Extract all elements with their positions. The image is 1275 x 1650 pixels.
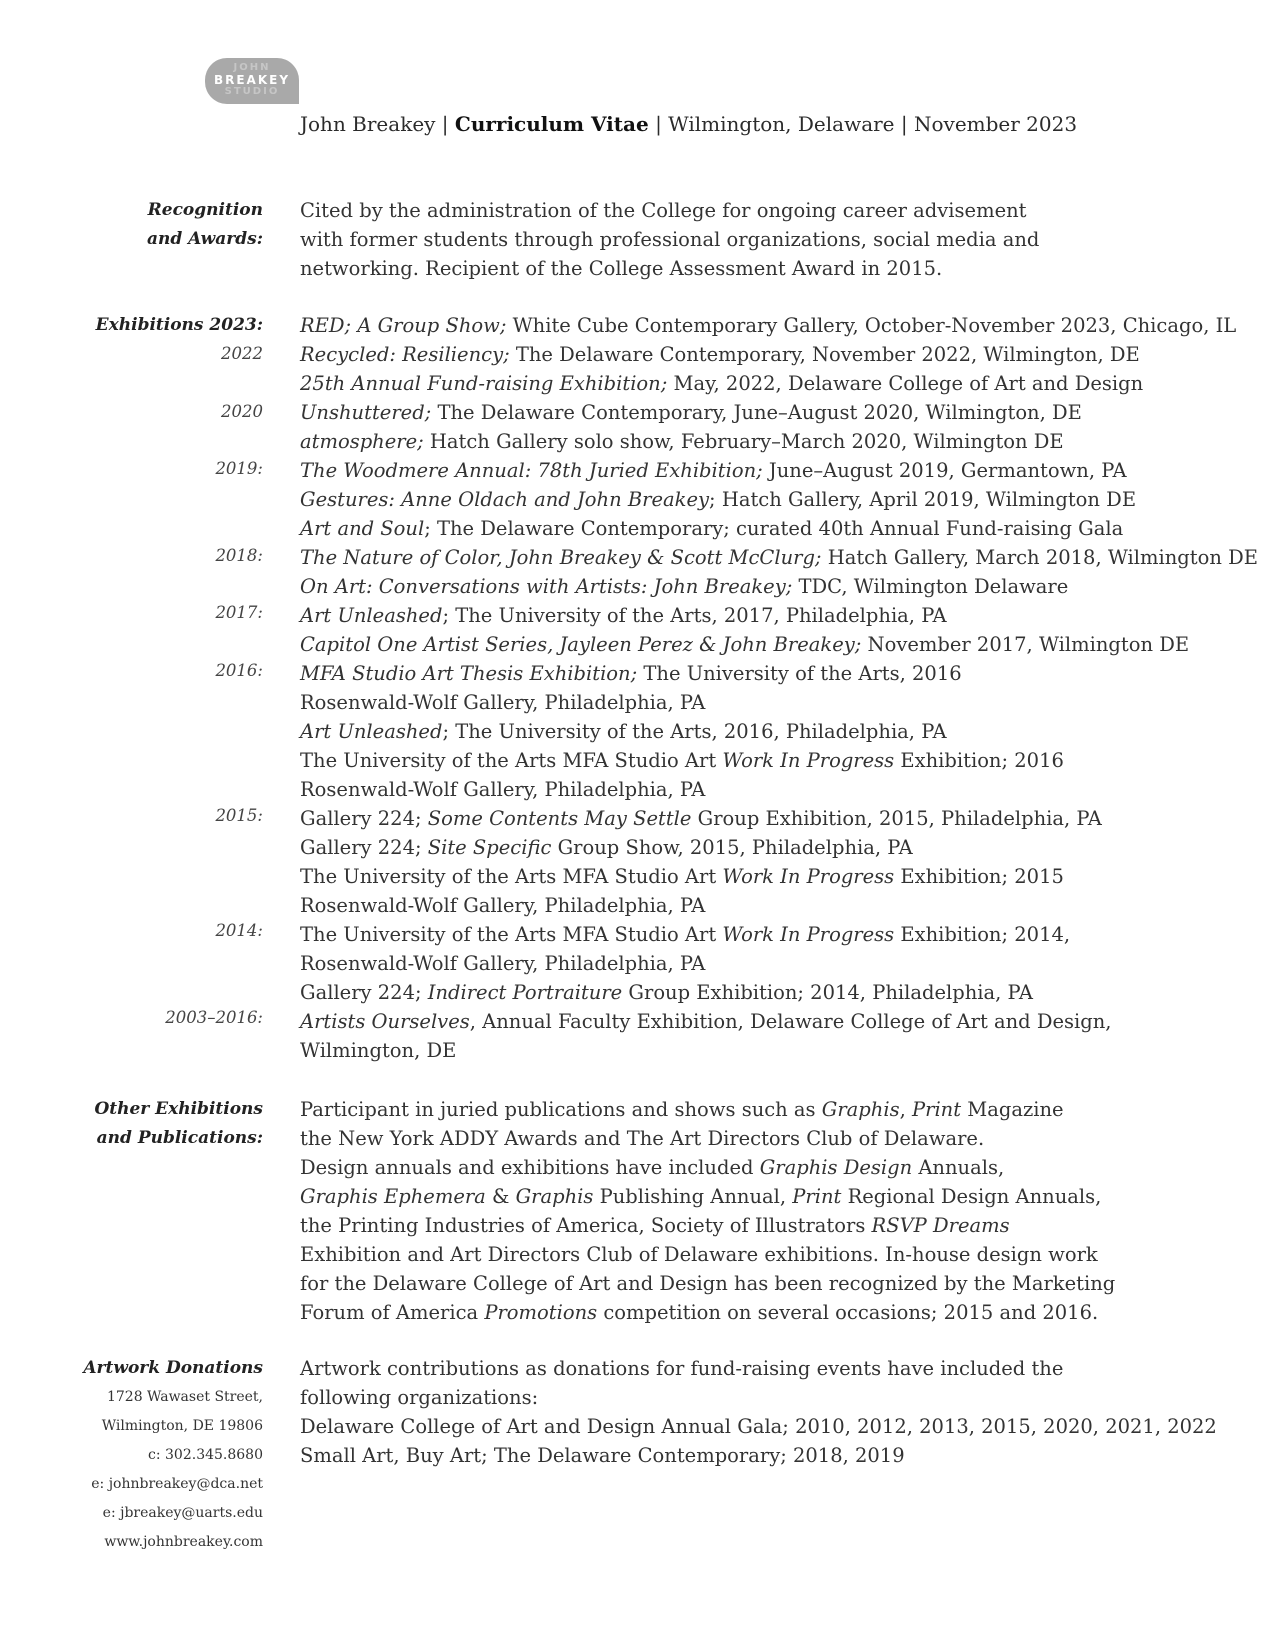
text-segment: Exhibition; 2016	[894, 749, 1064, 772]
publication-line	[300, 1095, 1115, 1124]
exhibition-entry	[300, 456, 1258, 485]
text-segment: Gallery 224;	[300, 836, 428, 859]
year-label: 2019:	[215, 459, 263, 478]
year-label: 2022	[221, 344, 263, 363]
exhibition-entry	[300, 949, 1258, 978]
text-segment: Group Show, 2015, Philadelphia, PA	[551, 836, 913, 859]
section-label-other-exhibitions: Other Exhibitions and Publications:	[94, 1099, 263, 1148]
text-segment: Hatch Gallery, March 2018, Wilmington DE	[821, 546, 1258, 569]
text-segment: The University of the Arts, 2016	[637, 662, 962, 685]
recognition-line: with former students through professional organizations, social media and	[300, 228, 1040, 251]
text-segment: , Annual Faculty Exhibition, Delaware College of Art and Design,	[469, 1010, 1112, 1033]
exhibition-entry	[300, 659, 1258, 688]
text-segment: competition on several occasions; 2015 and 2016.	[597, 1301, 1099, 1324]
text-segment: Exhibition; 2015	[894, 865, 1064, 888]
exhibition-entry	[300, 485, 1258, 514]
italic-title: On Art: Conversations with Artists: John Breakey;	[300, 575, 793, 598]
text-segment: The University of the Arts MFA Studio Art	[300, 923, 723, 946]
section-label-donations: Artwork Donations	[83, 1358, 263, 1378]
italic-title: Some Contents May Settle	[427, 807, 692, 830]
exhibition-entry	[300, 427, 1258, 456]
italic-title: Work In Progress	[722, 749, 895, 772]
text-segment: Design annuals and exhibitions have included	[300, 1156, 760, 1179]
publication-line	[300, 1182, 1115, 1211]
italic-title: The Woodmere Annual: 78th Juried Exhibition;	[300, 459, 763, 482]
exhibition-entry	[300, 601, 1258, 630]
recognition-line: Cited by the administration of the College for ongoing career advisement	[300, 199, 1027, 222]
contact-phone: c: 302.345.8680	[148, 1447, 263, 1463]
italic-title: Graphis	[515, 1185, 594, 1208]
year-label: 2003–2016:	[165, 1008, 263, 1027]
italic-title: Work In Progress	[722, 923, 895, 946]
text-segment: May, 2022, Delaware College of Art and Design	[667, 372, 1144, 395]
italic-title: Work In Progress	[722, 865, 895, 888]
text-segment: Participant in juried publications and shows such as	[300, 1098, 822, 1121]
text-segment: Rosenwald-Wolf Gallery, Philadelphia, PA	[300, 952, 706, 975]
text-segment: Rosenwald-Wolf Gallery, Philadelphia, PA	[300, 778, 706, 801]
text-segment: &	[485, 1185, 516, 1208]
text-segment: June–August 2019, Germantown, PA	[762, 459, 1127, 482]
header-location: Wilmington, Delaware	[668, 112, 895, 136]
exhibition-entry	[300, 862, 1258, 891]
exhibition-entry	[300, 630, 1258, 659]
text-segment: Exhibition and Art Directors Club of Delaware exhibitions. In-house design work	[300, 1243, 1098, 1266]
section-label-exhibitions: Exhibitions 2023:	[95, 315, 263, 335]
text-segment: TDC, Wilmington Delaware	[792, 575, 1069, 598]
website-link[interactable]: www.johnbreakey.com	[104, 1534, 263, 1550]
italic-title: Promotions	[484, 1301, 598, 1324]
studio-logo	[205, 58, 299, 104]
exhibition-entry	[300, 804, 1258, 833]
logo-line-studio: STUDIO	[224, 86, 280, 97]
italic-title: Print	[792, 1185, 842, 1208]
italic-title: Art and Soul	[300, 517, 425, 540]
italic-title: Graphis	[821, 1098, 900, 1121]
exhibition-entry	[300, 514, 1258, 543]
italic-title: Artists Ourselves	[300, 1010, 470, 1033]
text-segment: Publishing Annual,	[593, 1185, 793, 1208]
header-separator: |	[894, 112, 914, 136]
publication-line	[300, 1269, 1115, 1298]
year-label: 2017:	[215, 603, 263, 622]
italic-title: 25th Annual Fund-raising Exhibition;	[300, 372, 668, 395]
italic-title: The Nature of Color, John Breakey & Scott McClurg;	[300, 546, 822, 569]
contact-street: 1728 Wawaset Street,	[106, 1389, 263, 1405]
logo-line-john: JOHN	[233, 62, 271, 73]
document-title: Curriculum Vitae	[454, 112, 649, 136]
text-segment: ; Hatch Gallery, April 2019, Wilmington DE	[709, 488, 1137, 511]
text-segment: the New York ADDY Awards and The Art Directors Club of Delaware.	[300, 1127, 985, 1150]
text-segment: ; The University of the Arts, 2016, Philadelphia, PA	[442, 720, 947, 743]
year-label: 2018:	[215, 546, 263, 565]
contact-block	[91, 1383, 263, 1557]
text-segment: Wilmington, DE	[300, 1039, 457, 1062]
exhibition-entry	[300, 543, 1258, 572]
text-segment: Magazine	[961, 1098, 1064, 1121]
year-label: 2016:	[215, 661, 263, 680]
italic-title: Capitol One Artist Series, Jayleen Perez & John Breakey;	[300, 633, 862, 656]
text-segment: Rosenwald-Wolf Gallery, Philadelphia, PA	[300, 894, 706, 917]
publication-line	[300, 1211, 1115, 1240]
exhibition-entry	[300, 891, 1258, 920]
italic-title: Art Unleashed	[300, 720, 443, 743]
text-segment: Group Exhibition, 2015, Philadelphia, PA	[691, 807, 1102, 830]
logo-line-breakey: BREAKEY	[213, 73, 291, 87]
italic-title: Indirect Portraiture	[427, 981, 623, 1004]
recognition-line: networking. Recipient of the College Assessment Award in 2015.	[300, 257, 943, 280]
text-segment: ; The Delaware Contemporary; curated 40th Annual Fund-raising Gala	[424, 517, 1124, 540]
text-segment: Regional Design Annuals,	[841, 1185, 1102, 1208]
publication-line	[300, 1240, 1115, 1269]
text-segment: Gallery 224;	[300, 807, 428, 830]
text-segment: Rosenwald-Wolf Gallery, Philadelphia, PA	[300, 691, 706, 714]
exhibition-entry	[300, 572, 1258, 601]
exhibition-entry	[300, 833, 1258, 862]
italic-title: Recycled: Resiliency;	[300, 343, 510, 366]
text-segment: ,	[899, 1098, 912, 1121]
header-separator: |	[435, 112, 455, 136]
contact-email-link[interactable]: e: johnbreakey@dca.net	[91, 1476, 263, 1492]
exhibition-entry	[300, 688, 1258, 717]
exhibition-entry	[300, 369, 1258, 398]
italic-title: atmosphere;	[300, 430, 424, 453]
year-label: 2014:	[215, 921, 263, 940]
header-separator: |	[648, 112, 669, 136]
italic-title: MFA Studio Art Thesis Exhibition;	[300, 662, 638, 685]
donations-line: Small Art, Buy Art; The Delaware Contemporary; 2018, 2019	[300, 1444, 905, 1467]
exhibition-entry	[300, 1007, 1258, 1036]
donations-line: following organizations:	[300, 1386, 539, 1409]
text-segment: Hatch Gallery solo show, February–March 2020, Wilmington DE	[423, 430, 1064, 453]
text-segment: for the Delaware College of Art and Design has been recognized by the Marketing	[300, 1272, 1116, 1295]
italic-title: Graphis Ephemera	[300, 1185, 486, 1208]
italic-title: Graphis Design	[759, 1156, 913, 1179]
donations-text	[300, 1354, 1217, 1470]
exhibition-entry	[300, 920, 1258, 949]
contact-city: Wilmington, DE 19806	[101, 1418, 263, 1434]
italic-title: RED; A Group Show;	[300, 314, 507, 337]
year-label: 2020	[221, 402, 263, 421]
exhibition-entry	[300, 311, 1258, 340]
exhibitions-list	[300, 311, 1258, 1065]
exhibition-entry	[300, 340, 1258, 369]
text-segment: The Delaware Contemporary, June–August 2020, Wilmington, DE	[431, 401, 1082, 424]
italic-title: Print	[912, 1098, 962, 1121]
text-segment: Gallery 224;	[300, 981, 428, 1004]
italic-title: Art Unleashed	[300, 604, 443, 627]
section-label-recognition: Recognition and Awards:	[146, 200, 263, 249]
publication-line	[300, 1124, 1115, 1153]
other-exhibitions-text	[300, 1095, 1115, 1327]
publication-line	[300, 1153, 1115, 1182]
exhibition-entry	[300, 1036, 1258, 1065]
donations-line: Artwork contributions as donations for fund-raising events have included the	[300, 1357, 1064, 1380]
italic-title: Site Specific	[427, 836, 552, 859]
exhibition-entry	[300, 717, 1258, 746]
italic-title: RSVP Dreams	[871, 1214, 1010, 1237]
text-segment: the Printing Industries of America, Society of Illustrators	[300, 1214, 872, 1237]
text-segment: The University of the Arts MFA Studio Art	[300, 865, 723, 888]
text-segment: The University of the Arts MFA Studio Art	[300, 749, 723, 772]
year-label: 2015:	[215, 806, 263, 825]
donations-line: Delaware College of Art and Design Annual Gala; 2010, 2012, 2013, 2015, 2020, 2021, 2022	[300, 1415, 1217, 1438]
italic-title: Gestures: Anne Oldach and John Breakey	[300, 488, 710, 511]
text-segment: Annuals,	[912, 1156, 1005, 1179]
exhibition-entry	[300, 398, 1258, 427]
text-segment: Forum of America	[300, 1301, 485, 1324]
text-segment: White Cube Contemporary Gallery, October-November 2023, Chicago, IL	[506, 314, 1237, 337]
publication-line	[300, 1298, 1115, 1327]
text-segment: Group Exhibition; 2014, Philadelphia, PA	[622, 981, 1033, 1004]
italic-title: Unshuttered;	[300, 401, 432, 424]
text-segment: The Delaware Contemporary, November 2022, Wilmington, DE	[509, 343, 1140, 366]
exhibition-entry	[300, 746, 1258, 775]
exhibition-entry	[300, 978, 1258, 1007]
contact-email-link[interactable]: e: jbreakey@uarts.edu	[102, 1505, 263, 1521]
text-segment: November 2017, Wilmington DE	[861, 633, 1190, 656]
header-name: John Breakey	[300, 112, 436, 136]
recognition-text	[300, 196, 1039, 283]
page-header	[300, 112, 1077, 136]
text-segment: Exhibition; 2014,	[894, 923, 1071, 946]
exhibition-entry	[300, 775, 1258, 804]
header-date: November 2023	[913, 112, 1078, 136]
text-segment: ; The University of the Arts, 2017, Philadelphia, PA	[442, 604, 947, 627]
